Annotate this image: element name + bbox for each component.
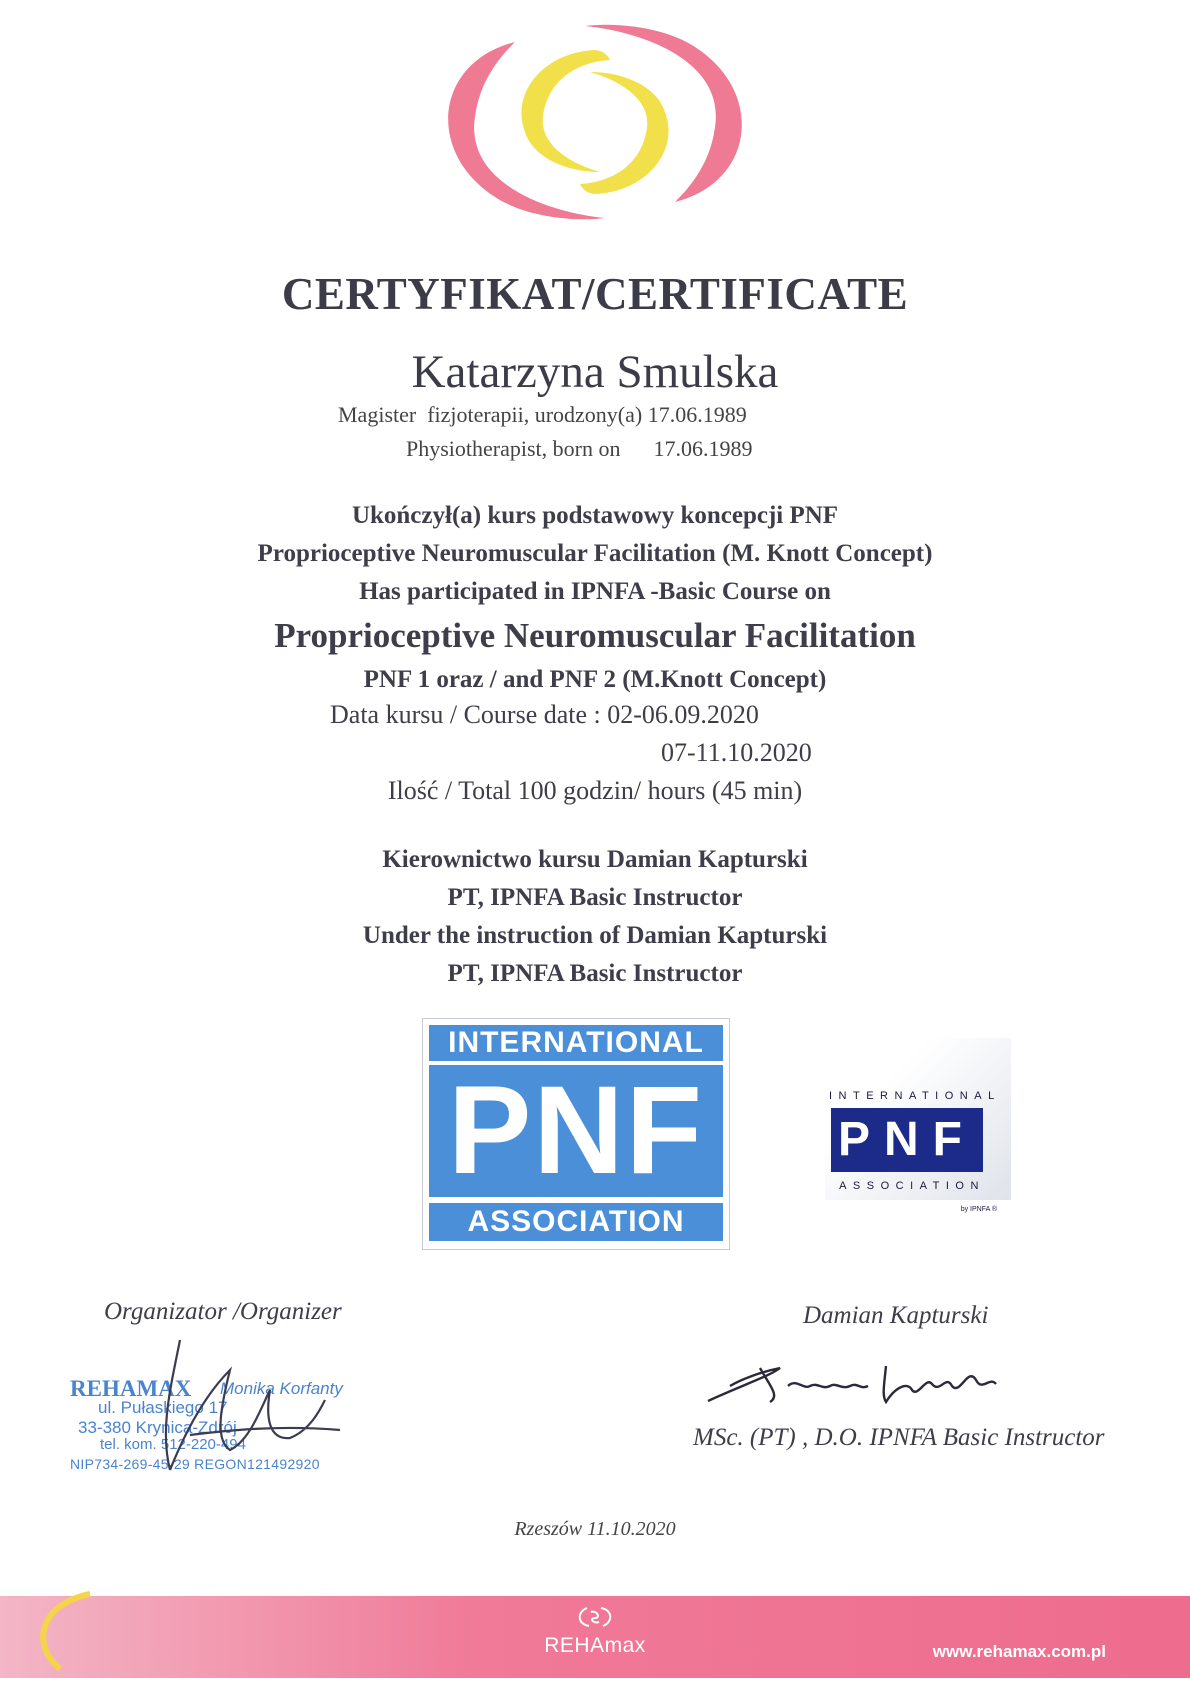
- completed-line-pl: Ukończył(a) kurs podstawowy koncepcji PNF: [351, 502, 839, 529]
- footer-rehamax-icon: [575, 1604, 615, 1630]
- ipnfa-logo-bottom-text: ASSOCIATION: [429, 1203, 723, 1241]
- course-date-line: Data kursu / Course date : 02-06.09.2020: [330, 700, 759, 729]
- hours-line: Ilość / Total 100 godzin/ hours (45 min): [387, 776, 803, 805]
- ipnfa-logo-pnf-text: PNF: [429, 1065, 723, 1197]
- stamp-street: ul. Pułaskiego 17: [98, 1398, 228, 1417]
- ipnfa-small-bottom-text: ASSOCIATION: [839, 1180, 985, 1192]
- footer-url[interactable]: www.rehamax.com.pl: [932, 1642, 1106, 1661]
- stamp-ids: NIP734-269-45-29 REGON121492920: [70, 1456, 320, 1472]
- footer-band: [0, 1596, 1190, 1678]
- course-date-second: 07-11.10.2020: [661, 738, 812, 767]
- stamp-company: REHAMAX: [70, 1376, 192, 1401]
- direction-line-en: Under the instruction of Damian Kapturski: [362, 922, 828, 949]
- rehamax-swirl-logo: [425, 22, 765, 222]
- completed-course-pl: Proprioceptive Neuromuscular Facilitation (M. Knott Concept): [257, 540, 933, 567]
- place-date: Rzeszów 11.10.2020: [514, 1518, 676, 1540]
- stamp-person: Monika Korfanty: [220, 1379, 343, 1398]
- instructor-title-1: PT, IPNFA Basic Instructor: [447, 884, 743, 911]
- organizer-label: Organizator /Organizer: [104, 1298, 342, 1325]
- recipient-name: Katarzyna Smulska: [411, 346, 779, 398]
- stamp-phone: tel. kom. 512-220-494: [100, 1436, 246, 1453]
- instructor-title-2: PT, IPNFA Basic Instructor: [447, 960, 743, 987]
- ipnfa-logo-small: [825, 1038, 1011, 1213]
- ipnfa-logo-top-text: INTERNATIONAL: [429, 1025, 723, 1061]
- ipnfa-small-pnf-text: PNF: [831, 1108, 983, 1172]
- ipnfa-small-top-text: INTERNATIONAL: [829, 1090, 1001, 1102]
- footer-brand: REHAmax: [544, 1634, 646, 1657]
- ipnfa-logo-large: [422, 1018, 730, 1250]
- course-parts: PNF 1 oraz / and PNF 2 (M.Knott Concept): [363, 666, 827, 693]
- instructor-name: Damian Kapturski: [803, 1302, 989, 1329]
- degree-line-pl: Magister fizjoterapii, urodzony(a) 17.06.1989: [338, 402, 747, 427]
- instructor-title: MSc. (PT) , D.O. IPNFA Basic Instructor: [693, 1424, 1105, 1451]
- instructor-signature: [700, 1346, 1010, 1416]
- organizer-signature: [120, 1330, 350, 1480]
- stamp-city: 33-380 Krynica-Zdrój: [78, 1418, 237, 1437]
- direction-line-pl: Kierownictwo kursu Damian Kapturski: [382, 846, 808, 873]
- certificate-title: CERTYFIKAT/CERTIFICATE: [281, 269, 909, 319]
- ipnfa-small-by-text: by IPNFA ®: [960, 1206, 997, 1213]
- participated-line-en: Has participated in IPNFA -Basic Course on: [359, 578, 831, 605]
- course-name: Proprioceptive Neuromuscular Facilitation: [274, 616, 916, 655]
- footer-swirl-icon: [20, 1584, 100, 1674]
- degree-line-en: Physiotherapist, born on 17.06.1989: [406, 436, 753, 461]
